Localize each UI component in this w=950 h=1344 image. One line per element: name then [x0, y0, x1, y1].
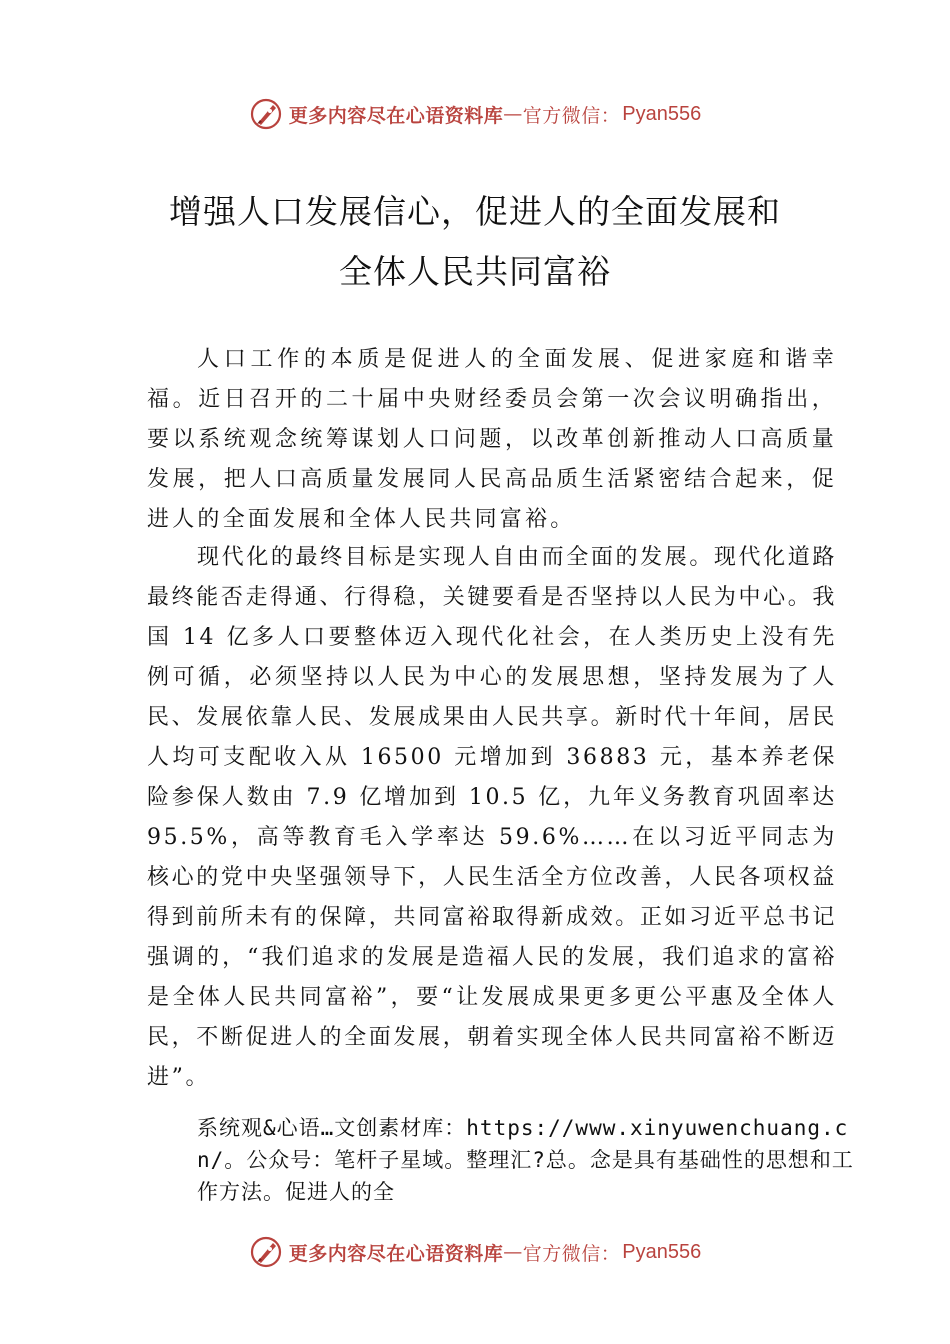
- pen-logo-icon: [249, 97, 283, 131]
- document-title-line-2: 全体人民共同富裕: [339, 252, 611, 291]
- body-paragraph-1: 人口工作的本质是促进人的全面发展、促进家庭和谐幸福。近日召开的二十届中央财经委员会第一次会议明确指出，要以系统观念统筹谋划人口问题，以改革创新推动人口高质量发展，把人口高质量发展同人民高品质生活紧密结合起来，促进人的全面发展和全体人民共同富裕。: [147, 347, 837, 532]
- banner-wechat-label: 官方微信：: [522, 1242, 621, 1265]
- banner-wechat-id: Pyan556: [622, 1240, 702, 1263]
- pen-logo-icon: [249, 1235, 283, 1269]
- banner-dash: —: [503, 103, 523, 125]
- banner-main-text: 更多内容尽在心语资料库: [288, 1242, 504, 1265]
- document-title-line-1: 增强人口发展信心，促进人的全面发展和: [169, 192, 781, 231]
- body-paragraph-2: 现代化的最终目标是实现人自由而全面的发展。现代化道路最终能否走得通、行得稳，关键要看是否坚持以人民为中心。我国 14 亿多人口要整体迈入现代化社会，在人类历史上没有先例可循，必须坚持以人民为中心的发展思想，坚持发展为了人民、发展依靠人民、发展成果由人民共享。新时代十年间，居民人均可支配收入从 16500 元增加到 36883 元，基本养老保险参保人数由 7.9 亿增加到 10.5 亿，九年义务教育巩固率达 95.5%，高等教育毛入学率达 59.6%……在以习近平同志为核心的党中央坚强领导下，人民生活全方位改善，人民各项权益得到前所未有的保障，共同富裕取得新成效。正如习近平总书记强调的，“我们追求的发展是造福人民的发展，我们追求的富裕是全体人民共同富裕”，要“让发展成果更多更公平惠及全体人民，不断促进人的全面发展，朝着实现全体人民共同富裕不断迈进”。: [147, 545, 837, 1090]
- banner-wechat-id: Pyan556: [622, 102, 702, 125]
- banner-main-text: 更多内容尽在心语资料库: [288, 104, 504, 127]
- banner-wechat-label: 官方微信：: [522, 104, 621, 127]
- source-note-paragraph: 系统观&心语…文创素材库：https://www.xinyuwenchuang.cn/。公众号：笔杆子星域。整理汇?总。念是具有基础性的思想和工作方法。促进人的全: [197, 1116, 854, 1204]
- header-banner: [0, 92, 950, 136]
- banner-dash: —: [503, 1241, 523, 1263]
- footer-banner: [0, 1230, 950, 1274]
